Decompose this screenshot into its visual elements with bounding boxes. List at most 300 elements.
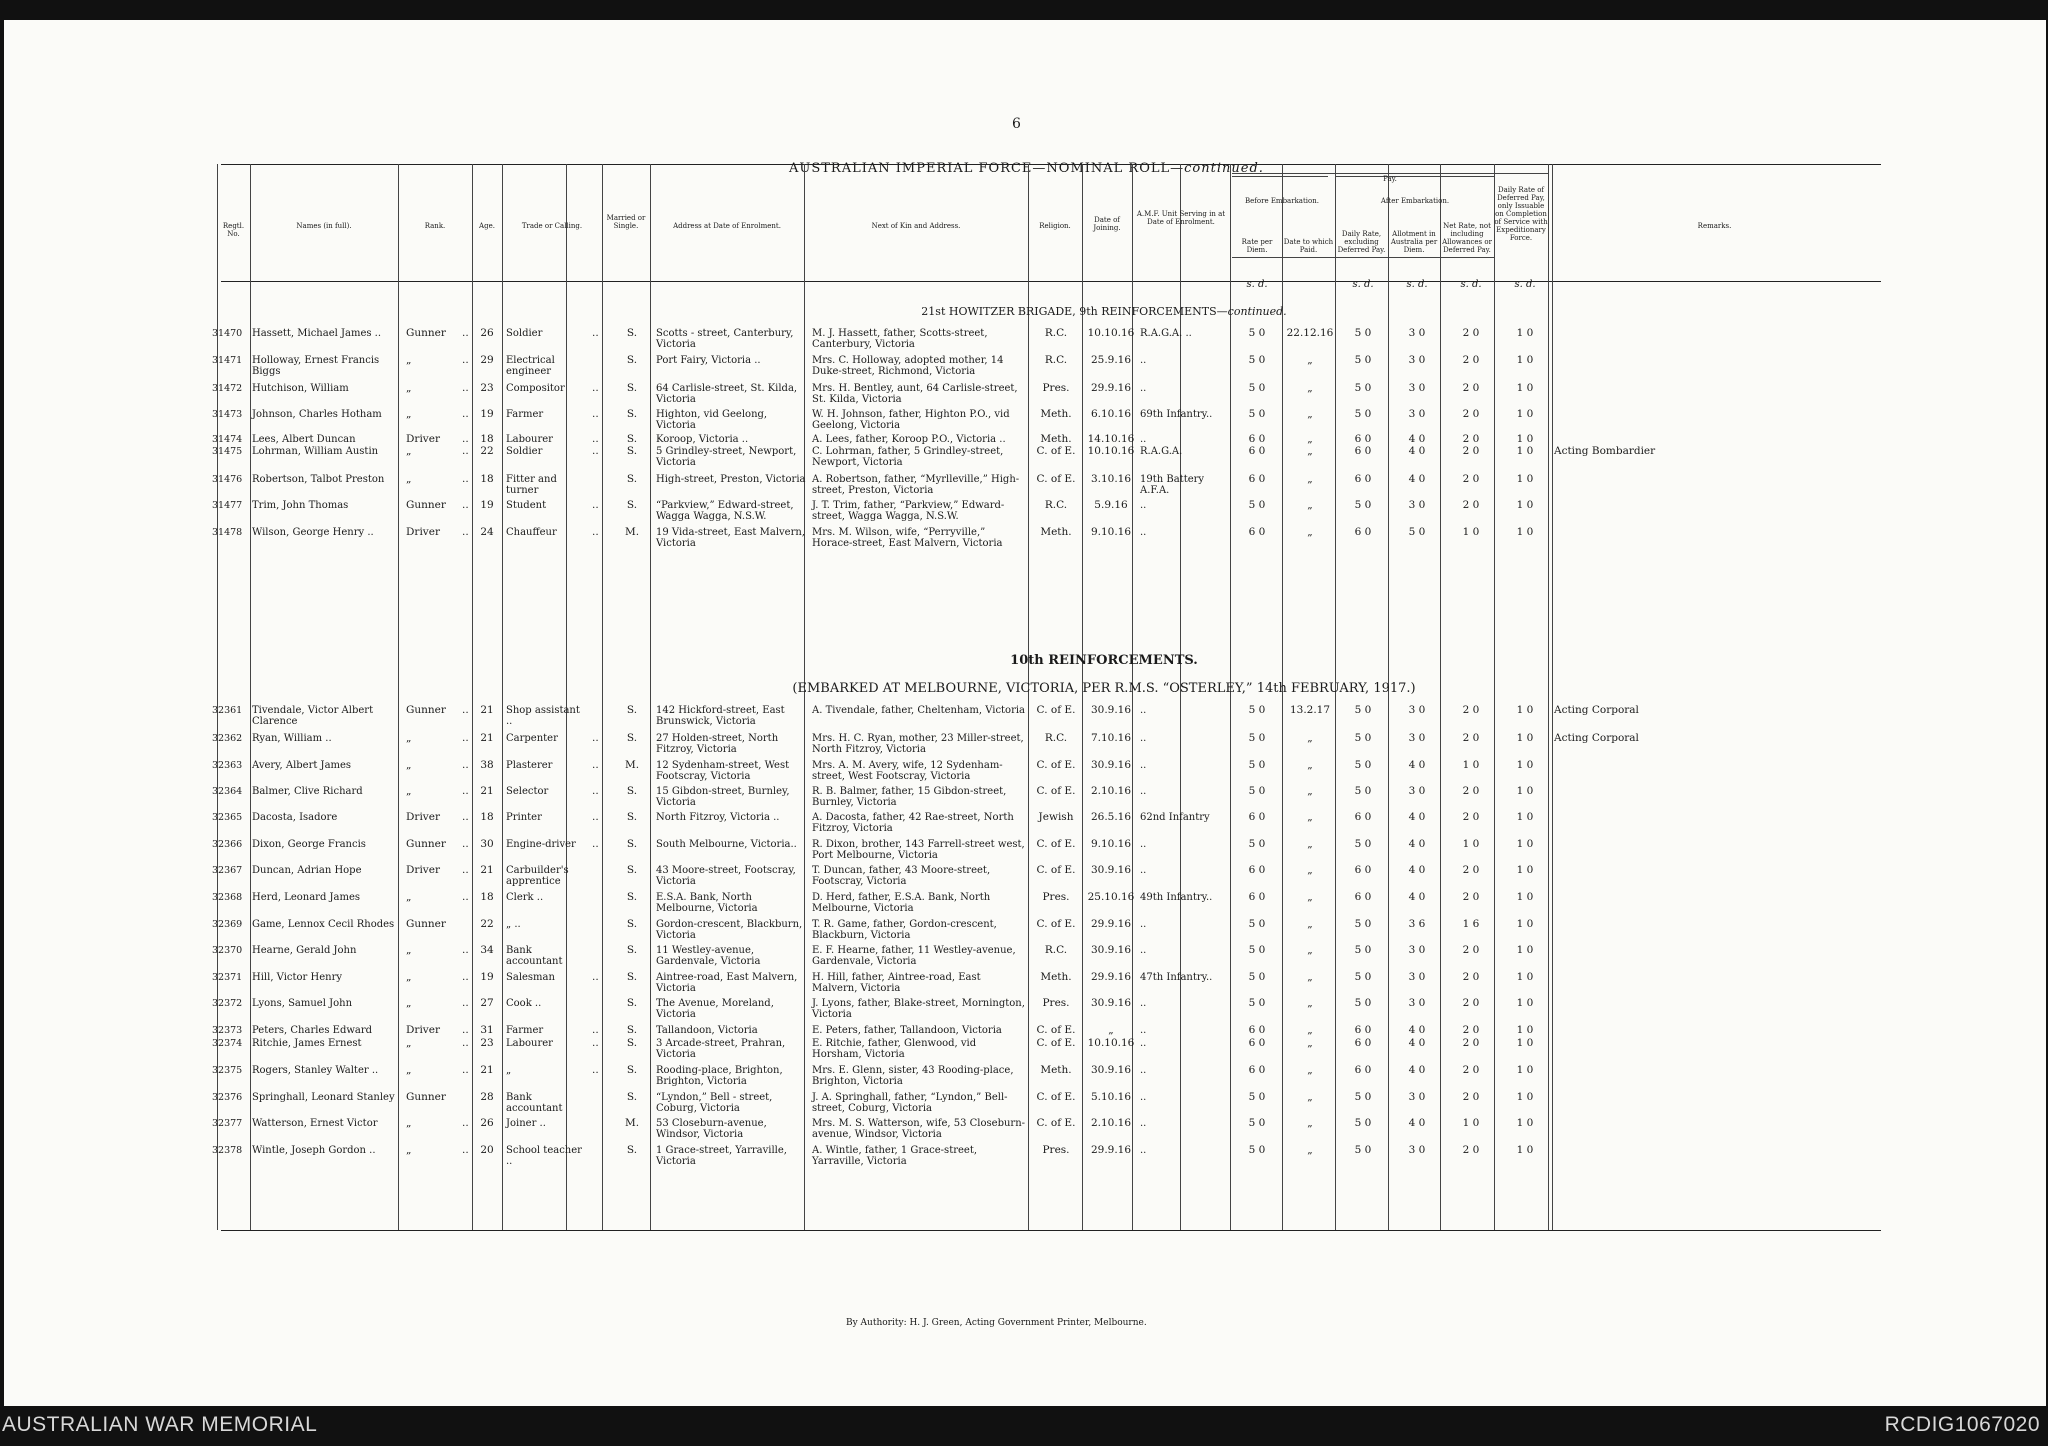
cell-allot: 4 0 (1408, 838, 1426, 850)
cell-deferred: 1 0 (1516, 499, 1534, 511)
cell-ms: S. (626, 499, 638, 511)
cell-net: 2 0 (1462, 1037, 1480, 1049)
cell-unit: .. (1140, 1065, 1147, 1076)
cell-rank-leader: .. (462, 891, 469, 903)
cell-deferred: 1 0 (1516, 891, 1534, 903)
cell-paid: „ (1307, 971, 1313, 983)
cell-unit: 49th Infantry.. (1140, 892, 1213, 903)
cell-allot: 4 0 (1408, 864, 1426, 876)
cell-net: 2 0 (1462, 704, 1480, 716)
cell-rate: 5 0 (1248, 1117, 1266, 1129)
cell-religion: C. of E. (1036, 838, 1076, 850)
cell-rank: „ (406, 473, 412, 485)
cell-deferred: 1 0 (1516, 382, 1534, 394)
cell-address: 3 Arcade-street, Prahran, Victoria (656, 1038, 786, 1060)
cell-religion: C. of E. (1036, 759, 1076, 771)
cell-age: 21 (480, 864, 494, 876)
cell-address: The Avenue, Moreland, Victoria (656, 998, 774, 1020)
cell-allot: 3 0 (1408, 408, 1426, 420)
cell-rank-leader: .. (462, 864, 469, 876)
cell-trade-leader: .. (592, 445, 599, 457)
cell-kin: A. Tivendale, father, Cheltenham, Victoria (812, 705, 1026, 716)
cell-daily: 5 0 (1354, 732, 1372, 744)
cell-daily: 5 0 (1354, 1144, 1372, 1156)
cell-religion: C. of E. (1036, 473, 1076, 485)
cell-joined: 7.10.16 (1090, 732, 1132, 744)
cell-joined: 10.10.16 (1087, 327, 1135, 339)
cell-net: 2 0 (1462, 408, 1480, 420)
cell-rate: 5 0 (1248, 785, 1266, 797)
cell-age: 21 (480, 732, 494, 744)
cell-paid: „ (1307, 354, 1313, 366)
cell-paid: „ (1307, 997, 1313, 1009)
cell-allot: 5 0 (1408, 526, 1426, 538)
cell-deferred: 1 0 (1516, 944, 1534, 956)
cell-kin: Mrs. M. Wilson, wife, “Perryville,” Horace-street, East Malvern, Victoria (812, 527, 1003, 549)
header-subrule (1232, 257, 1494, 258)
cell-rank: Driver (406, 1024, 440, 1036)
document-page (4, 20, 2046, 1406)
cell-net: 2 0 (1462, 785, 1480, 797)
cell-ms: M. (624, 526, 640, 538)
cell-net: 2 0 (1462, 971, 1480, 983)
cell-rank: Gunner (406, 838, 446, 850)
cell-daily: 6 0 (1354, 526, 1372, 538)
cell-name: Watterson, Ernest Victor (252, 1118, 378, 1129)
cell-unit: .. (1140, 919, 1147, 930)
cell-net: 2 0 (1462, 473, 1480, 485)
cell-trade-leader: .. (592, 526, 599, 538)
cell-rank-leader: .. (462, 526, 469, 538)
cell-kin: Mrs. M. S. Watterson, wife, 53 Closeburn-avenue, Windsor, Victoria (812, 1118, 1026, 1140)
header-sd-unit: s. d. (1406, 279, 1428, 290)
cell-kin: A. Dacosta, father, 42 Rae-street, North Fitzroy, Victoria (812, 812, 1014, 834)
cell-religion: R.C. (1044, 732, 1068, 744)
cell-no: 31470 (212, 328, 243, 339)
cell-unit: .. (1140, 1038, 1147, 1049)
cell-religion: C. of E. (1036, 1091, 1076, 1103)
cell-allot: 4 0 (1408, 811, 1426, 823)
cell-unit: .. (1140, 1118, 1147, 1129)
cell-daily: 5 0 (1354, 1091, 1372, 1103)
cell-no: 31473 (212, 409, 243, 420)
cell-rank-leader: .. (462, 838, 469, 850)
cell-daily: 5 0 (1354, 382, 1372, 394)
cell-kin: Mrs. C. Holloway, adopted mother, 14 Duke-street, Richmond, Victoria (812, 355, 1004, 377)
cell-no: 32364 (212, 786, 243, 797)
cell-rate: 5 0 (1248, 354, 1266, 366)
cell-net: 2 0 (1462, 382, 1480, 394)
cell-rank-leader: .. (462, 445, 469, 457)
cell-age: 21 (480, 785, 494, 797)
cell-deferred: 1 0 (1516, 759, 1534, 771)
cell-rate: 6 0 (1248, 526, 1266, 538)
header-sd-unit: s. d. (1514, 279, 1536, 290)
cell-ms: S. (626, 1091, 638, 1103)
cell-rank: Gunner (406, 327, 446, 339)
header-after-embarkation: After Embarkation. (1380, 197, 1450, 205)
cell-net: 2 0 (1462, 944, 1480, 956)
cell-trade-leader: .. (592, 759, 599, 771)
cell-net: 2 0 (1462, 811, 1480, 823)
cell-kin: A. Lees, father, Koroop P.O., Victoria .. (812, 434, 1006, 445)
cell-no: 31476 (212, 474, 243, 485)
cell-deferred: 1 0 (1516, 1024, 1534, 1036)
cell-rate: 6 0 (1248, 1037, 1266, 1049)
cell-allot: 3 6 (1408, 918, 1426, 930)
cell-name: Game, Lennox Cecil Rhodes (252, 919, 395, 930)
cell-trade: Labourer (506, 434, 553, 445)
cell-address: 11 Westley-avenue, Gardenvale, Victoria (656, 945, 761, 967)
cell-rank-leader: .. (462, 354, 469, 366)
cell-religion: R.C. (1044, 499, 1068, 511)
cell-unit: .. (1140, 1092, 1147, 1103)
cell-unit: .. (1140, 705, 1147, 716)
cell-name: Tivendale, Victor Albert Clarence (252, 705, 374, 727)
cell-rank: Driver (406, 864, 440, 876)
cell-ms: S. (626, 811, 638, 823)
cell-rate: 6 0 (1248, 445, 1266, 457)
cell-religion: Pres. (1042, 891, 1070, 903)
cell-rate: 5 0 (1248, 759, 1266, 771)
cell-rate: 5 0 (1248, 732, 1266, 744)
cell-address: 64 Carlisle-street, St. Kilda, Victoria (656, 383, 798, 405)
cell-trade: Electrical engineer (506, 355, 555, 377)
cell-deferred: 1 0 (1516, 473, 1534, 485)
column-divider (1552, 164, 1553, 1230)
cell-paid: „ (1307, 1117, 1313, 1129)
cell-unit: .. (1140, 760, 1147, 771)
cell-daily: 5 0 (1354, 997, 1372, 1009)
cell-ms: S. (626, 327, 638, 339)
watermark-right: RCDIG1067020 (1884, 1413, 2040, 1436)
cell-kin: Mrs. H. C. Ryan, mother, 23 Miller-street, North Fitzroy, Victoria (812, 733, 1024, 755)
cell-address: 142 Hickford-street, East Brunswick, Victoria (656, 705, 785, 727)
cell-name: Avery, Albert James (252, 760, 352, 771)
cell-allot: 4 0 (1408, 1117, 1426, 1129)
cell-religion: Meth. (1040, 1064, 1072, 1076)
cell-address: 43 Moore-street, Footscray, Victoria (656, 865, 796, 887)
cell-paid: „ (1307, 1037, 1313, 1049)
cell-ms: M. (624, 759, 640, 771)
cell-ms: S. (626, 864, 638, 876)
cell-deferred: 1 0 (1516, 997, 1534, 1009)
cell-ms: S. (626, 971, 638, 983)
cell-ms: S. (626, 473, 638, 485)
cell-rank-leader: .. (462, 1144, 469, 1156)
cell-allot: 4 0 (1408, 445, 1426, 457)
section-subheading-embarked: (EMBARKED AT MELBOURNE, VICTORIA, PER R.M.S. “OSTERLEY,” 14th FEBRUARY, 1917.) (792, 681, 1416, 696)
cell-rate: 5 0 (1248, 1091, 1266, 1103)
cell-trade: Compositor (506, 383, 565, 394)
cell-no: 32374 (212, 1038, 243, 1049)
cell-kin: J. Lyons, father, Blake-street, Mornington, Victoria (812, 998, 1025, 1020)
cell-rank-leader: .. (462, 408, 469, 420)
cell-rate: 5 0 (1248, 971, 1266, 983)
cell-trade: Engine-driver (506, 839, 576, 850)
cell-ms: S. (626, 408, 638, 420)
cell-joined: 10.10.16 (1087, 1037, 1135, 1049)
cell-name: Hearne, Gerald John (252, 945, 357, 956)
cell-no: 32368 (212, 892, 243, 903)
cell-no: 32373 (212, 1025, 243, 1036)
header-names: Names (in full). (296, 222, 352, 230)
cell-daily: 6 0 (1354, 1037, 1372, 1049)
cell-daily: 6 0 (1354, 445, 1372, 457)
cell-daily: 6 0 (1354, 891, 1372, 903)
cell-age: 18 (480, 473, 494, 485)
cell-rate: 5 0 (1248, 408, 1266, 420)
cell-name: Rogers, Stanley Walter .. (252, 1065, 379, 1076)
cell-unit: .. (1140, 1025, 1147, 1036)
cell-name: Dacosta, Isadore (252, 812, 338, 823)
cell-allot: 4 0 (1408, 1024, 1426, 1036)
cell-ms: S. (626, 354, 638, 366)
cell-rate: 5 0 (1248, 838, 1266, 850)
cell-unit: .. (1140, 998, 1147, 1009)
cell-net: 1 0 (1462, 526, 1480, 538)
cell-no: 32377 (212, 1118, 243, 1129)
cell-allot: 3 0 (1408, 499, 1426, 511)
cell-unit: 47th Infantry.. (1140, 972, 1213, 983)
cell-ms: S. (626, 704, 638, 716)
cell-deferred: 1 0 (1516, 704, 1534, 716)
cell-rank-leader: .. (462, 785, 469, 797)
cell-trade-leader: .. (592, 433, 599, 445)
column-divider (472, 164, 473, 1230)
header-before-embarkation: Before Embarkation. (1245, 197, 1319, 205)
header-date-joining: Date of Joining. (1093, 216, 1121, 232)
cell-ms: S. (626, 891, 638, 903)
cell-name: Lyons, Samuel John (252, 998, 353, 1009)
column-divider (602, 164, 603, 1230)
cell-rank: „ (406, 382, 412, 394)
cell-no: 32365 (212, 812, 243, 823)
cell-ms: S. (626, 433, 638, 445)
cell-ms: S. (626, 944, 638, 956)
cell-address: E.S.A. Bank, North Melbourne, Victoria (656, 892, 758, 914)
cell-net: 2 0 (1462, 499, 1480, 511)
cell-paid: „ (1307, 732, 1313, 744)
cell-rate: 6 0 (1248, 1024, 1266, 1036)
cell-deferred: 1 0 (1516, 785, 1534, 797)
cell-name: Robertson, Talbot Preston (252, 474, 385, 485)
cell-trade-leader: .. (592, 838, 599, 850)
cell-net: 2 0 (1462, 891, 1480, 903)
column-divider (1388, 164, 1389, 1230)
cell-rate: 6 0 (1248, 1064, 1266, 1076)
cell-rate: 5 0 (1248, 704, 1266, 716)
cell-address: “Lyndon,” Bell - street, Coburg, Victoria (656, 1092, 773, 1114)
cell-allot: 3 0 (1408, 785, 1426, 797)
cell-religion: Pres. (1042, 1144, 1070, 1156)
cell-rate: 6 0 (1248, 433, 1266, 445)
cell-rank: „ (406, 971, 412, 983)
cell-rank: „ (406, 354, 412, 366)
header-pay: Pay. (1383, 175, 1397, 183)
cell-religion: R.C. (1044, 944, 1068, 956)
cell-address: Port Fairy, Victoria .. (656, 355, 761, 366)
cell-rank-leader: .. (462, 811, 469, 823)
cell-religion: C. of E. (1036, 445, 1076, 457)
cell-age: 21 (480, 704, 494, 716)
cell-daily: 6 0 (1354, 473, 1372, 485)
page-title-main: AUSTRALIAN IMPERIAL FORCE—NOMINAL ROLL— (789, 161, 1185, 176)
cell-trade-leader: .. (592, 785, 599, 797)
cell-age: 24 (480, 526, 494, 538)
cell-trade-leader: .. (592, 811, 599, 823)
cell-religion: C. of E. (1036, 918, 1076, 930)
cell-paid: „ (1307, 785, 1313, 797)
cell-age: 28 (480, 1091, 494, 1103)
cell-net: 2 0 (1462, 1144, 1480, 1156)
cell-joined: 5.9.16 (1094, 499, 1128, 511)
cell-joined: 9.10.16 (1090, 838, 1132, 850)
cell-joined: 29.9.16 (1090, 971, 1132, 983)
cell-rank: „ (406, 759, 412, 771)
cell-trade: Fitter and turner (506, 474, 557, 496)
cell-trade-leader: .. (592, 971, 599, 983)
cell-remarks: Acting Bombardier (1554, 445, 1656, 457)
cell-daily: 5 0 (1354, 918, 1372, 930)
cell-name: Herd, Leonard James (252, 892, 361, 903)
cell-daily: 6 0 (1354, 433, 1372, 445)
cell-allot: 3 0 (1408, 354, 1426, 366)
cell-trade: Printer (506, 812, 542, 823)
cell-no: 32372 (212, 998, 243, 1009)
cell-daily: 5 0 (1354, 704, 1372, 716)
cell-address: North Fitzroy, Victoria .. (656, 812, 780, 823)
cell-kin: T. Duncan, father, 43 Moore-street, Footscray, Victoria (812, 865, 991, 887)
cell-rank-leader: .. (462, 433, 469, 445)
cell-age: 18 (480, 811, 494, 823)
cell-rank: Driver (406, 526, 440, 538)
cell-religion: C. of E. (1036, 1117, 1076, 1129)
cell-age: 26 (480, 327, 494, 339)
header-sd-unit: s. d. (1460, 279, 1482, 290)
cell-trade: Farmer (506, 409, 544, 420)
cell-unit: .. (1140, 865, 1147, 876)
cell-allot: 3 0 (1408, 944, 1426, 956)
cell-allot: 3 0 (1408, 997, 1426, 1009)
cell-rank: „ (406, 445, 412, 457)
cell-deferred: 1 0 (1516, 971, 1534, 983)
column-divider (1230, 164, 1231, 1230)
cell-net: 1 0 (1462, 1117, 1480, 1129)
cell-age: 31 (480, 1024, 494, 1036)
cell-age: 19 (480, 971, 494, 983)
cell-unit: R.A.G.A. (1140, 446, 1183, 457)
cell-kin: H. Hill, father, Aintree-road, East Malvern, Victoria (812, 972, 981, 994)
cell-address: 15 Gibdon-street, Burnley, Victoria (656, 786, 790, 808)
cell-daily: 5 0 (1354, 971, 1372, 983)
cell-rank-leader: .. (462, 1064, 469, 1076)
cell-rank-leader: .. (462, 327, 469, 339)
cell-deferred: 1 0 (1516, 1037, 1534, 1049)
header-remarks: Remarks. (1697, 222, 1732, 230)
cell-trade: Shop assistant .. (506, 705, 580, 727)
header-regtl-no: Regtl. No. (222, 222, 245, 238)
cell-ms: S. (626, 445, 638, 457)
cell-trade-leader: .. (592, 1064, 599, 1076)
cell-trade: Labourer (506, 1038, 553, 1049)
cell-kin: D. Herd, father, E.S.A. Bank, North Melbourne, Victoria (812, 892, 991, 914)
cell-joined: 5.10.16 (1090, 1091, 1132, 1103)
cell-name: Johnson, Charles Hotham (252, 409, 382, 420)
cell-rank-leader: .. (462, 997, 469, 1009)
cell-ms: S. (626, 918, 638, 930)
cell-allot: 3 0 (1408, 1091, 1426, 1103)
cell-allot: 3 0 (1408, 382, 1426, 394)
cell-name: Ritchie, James Ernest (252, 1038, 362, 1049)
cell-paid: „ (1307, 1091, 1313, 1103)
cell-trade: Carbuilder's apprentice (506, 865, 569, 887)
cell-allot: 3 0 (1408, 1144, 1426, 1156)
cell-joined: 30.9.16 (1090, 944, 1132, 956)
cell-name: Hassett, Michael James .. (252, 328, 382, 339)
cell-unit: .. (1140, 527, 1147, 538)
cell-rank: „ (406, 1064, 412, 1076)
cell-rate: 6 0 (1248, 811, 1266, 823)
cell-rank-leader: .. (462, 382, 469, 394)
cell-net: 2 0 (1462, 354, 1480, 366)
cell-trade: Chauffeur (506, 527, 557, 538)
cell-trade: Carpenter (506, 733, 558, 744)
cell-trade-leader: .. (592, 408, 599, 420)
cell-no: 31475 (212, 446, 243, 457)
cell-ms: S. (626, 785, 638, 797)
cell-trade-leader: .. (592, 382, 599, 394)
cell-trade-leader: .. (592, 327, 599, 339)
cell-deferred: 1 0 (1516, 445, 1534, 457)
cell-kin: M. J. Hassett, father, Scotts-street, Canterbury, Victoria (812, 328, 988, 350)
cell-trade: Clerk .. (506, 892, 544, 903)
cell-name: Springhall, Leonard Stanley (252, 1092, 395, 1103)
cell-kin: R. Dixon, brother, 143 Farrell-street west, Port Melbourne, Victoria (812, 839, 1025, 861)
cell-age: 30 (480, 838, 494, 850)
cell-trade-leader: .. (592, 1037, 599, 1049)
cell-joined: 30.9.16 (1090, 997, 1132, 1009)
cell-name: Hutchison, William (252, 383, 349, 394)
header-deferred: Daily Rate of Deferred Pay, only Issuable on Completion of Service with Expeditionary Force. (1494, 186, 1548, 242)
header-rank: Rank. (424, 222, 446, 230)
header-allotment: Allotment in Australia per Diem. (1390, 230, 1438, 254)
cell-kin: Mrs. A. M. Avery, wife, 12 Sydenham-street, West Footscray, Victoria (812, 760, 1003, 782)
cell-age: 19 (480, 408, 494, 420)
cell-daily: 5 0 (1354, 408, 1372, 420)
cell-kin: W. H. Johnson, father, Highton P.O., vid Geelong, Victoria (812, 409, 1010, 431)
cell-paid: „ (1307, 918, 1313, 930)
cell-daily: 5 0 (1354, 759, 1372, 771)
table-bottom-rule (221, 1230, 1881, 1231)
cell-net: 1 0 (1462, 759, 1480, 771)
cell-joined: 14.10.16 (1087, 433, 1135, 445)
cell-paid: „ (1307, 433, 1313, 445)
cell-paid: „ (1307, 473, 1313, 485)
cell-religion: Meth. (1040, 408, 1072, 420)
cell-age: 22 (480, 445, 494, 457)
cell-address: 5 Grindley-street, Newport, Victoria (656, 446, 797, 468)
cell-rank: Gunner (406, 499, 446, 511)
cell-no: 32367 (212, 865, 243, 876)
cell-deferred: 1 0 (1516, 433, 1534, 445)
cell-paid: 22.12.16 (1286, 327, 1334, 339)
cell-religion: Meth. (1040, 433, 1072, 445)
cell-rank-leader: .. (462, 732, 469, 744)
cell-allot: 4 0 (1408, 759, 1426, 771)
cell-trade: Plasterer (506, 760, 553, 771)
cell-daily: 5 0 (1354, 838, 1372, 850)
